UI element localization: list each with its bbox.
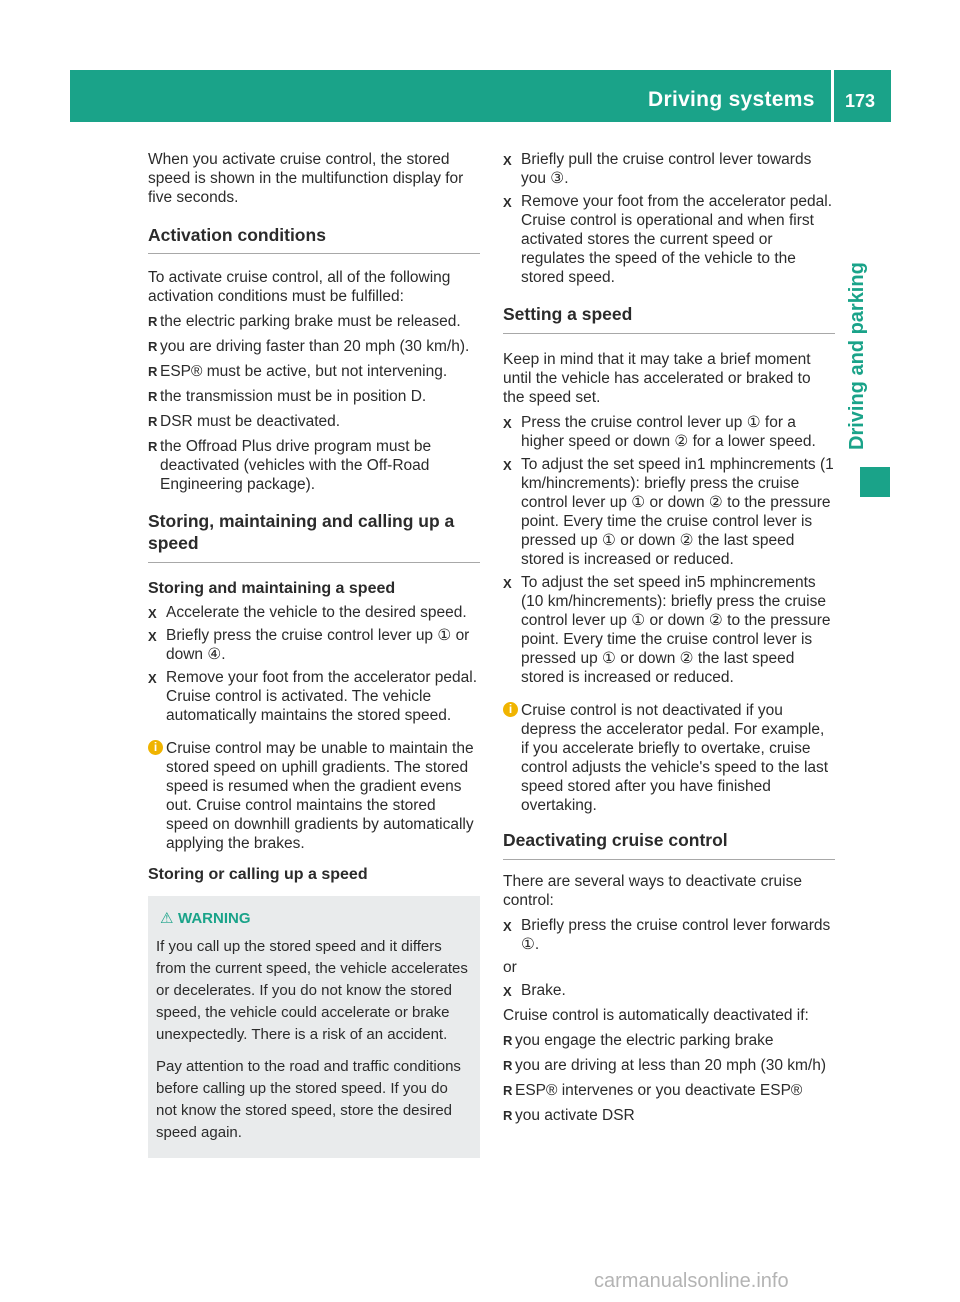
header-divider (831, 70, 834, 122)
step-item: X Briefly pull the cruise control lever towards you ③. (503, 151, 812, 187)
step-item: X Remove your foot from the accelerator pedal. Cruise control is operational and when first activated stores the current speed or regulates the speed of the vehicle to the stored speed. (503, 193, 833, 286)
list-item: R you are driving faster than 20 mph (30 km/h). (148, 338, 470, 355)
list-item: R ESP® must be active, but not intervening. (148, 363, 448, 380)
bullet-icon: R (148, 439, 158, 454)
step-item: X Briefly press the cruise control lever up ① or down ④. (148, 627, 470, 663)
setting-heading: Setting a speed (503, 304, 633, 324)
list-item: R you engage the electric parking brake (503, 1032, 774, 1049)
info-note: i Cruise control may be unable to maintain the stored speed on uphill gradients. The stored speed is resumed when the gradient evens out. Cruise control maintains the stored speed on downhill gradients by automatically applying the brakes. (148, 739, 480, 853)
intro-text: When you activate cruise control, the stored speed is shown in the multifunction display for five seconds. (148, 151, 464, 206)
calling-subheading: Storing or calling up a speed (148, 866, 368, 883)
step-item: X Press the cruise control lever up ① for a higher speed or down ② for a lower speed. (503, 414, 816, 450)
step-arrow-icon: X (148, 606, 157, 621)
activation-heading: Activation conditions (148, 225, 326, 245)
info-note: i Cruise control is not deactivated if you depress the accelerator pedal. For example, if you accelerate briefly to overtake, cruise control adjusts the vehicle's speed to the last speed stored after you have finished overtaking. (503, 701, 835, 815)
bullet-icon: R (503, 1058, 513, 1073)
list-item: R you activate DSR (503, 1107, 635, 1124)
step-arrow-icon: X (148, 671, 157, 686)
storing-heading: Storing, maintaining and calling up a speed (148, 511, 455, 553)
auto-deactivate-list (503, 1031, 835, 1125)
bullet-icon: R (503, 1033, 513, 1048)
calling-steps (503, 150, 835, 287)
list-item: R DSR must be deactivated. (148, 413, 341, 430)
deactivate-intro: There are several ways to deactivate cruise control: (503, 873, 802, 909)
right-column (503, 150, 835, 1131)
bullet-icon: R (503, 1083, 513, 1098)
step-arrow-icon: X (503, 416, 512, 431)
list-item: R the transmission must be in position D. (148, 388, 427, 405)
chapter-marker (860, 467, 890, 497)
storing-subheading: Storing and maintaining a speed (148, 580, 396, 597)
step-item: X Brake. (503, 982, 566, 999)
step-item: X Accelerate the vehicle to the desired speed. (148, 604, 467, 621)
auto-deactivate-intro: Cruise control is automatically deactivated if: (503, 1007, 809, 1024)
section-title: Driving systems (648, 88, 815, 111)
warning-text: If you call up the stored speed and it differs from the current speed, the vehicle accelerates or decelerates. If you do not know the stored speed, the vehicle could accelerate or brake unexpectedly. There is a risk of an accident. (156, 938, 468, 1043)
bullet-icon: R (148, 314, 158, 329)
bullet-icon: R (503, 1108, 513, 1123)
watermark: carmanualsonline.info (594, 1270, 789, 1292)
page-number: 173 (845, 91, 876, 111)
step-item: X Remove your foot from the accelerator pedal. Cruise control is activated. The vehicle automatically maintains the stored speed. (148, 669, 478, 724)
activation-intro: To activate cruise control, all of the following activation conditions must be fulfilled: (148, 269, 451, 305)
storing-steps (148, 603, 480, 725)
info-icon: i (503, 702, 518, 717)
warning-box (148, 896, 480, 1158)
or-text: or (503, 959, 517, 976)
chapter-tab-label: Driving and parking (846, 262, 868, 450)
brake-step (503, 981, 835, 1000)
step-item: X To adjust the set speed in1 mphincrements (1 km/hincrements): briefly press the cruise control lever up ① or down ② to the pressure point. Every time the cruise control lever is pressed up ① or down ② the last speed stored is increased or reduced. (503, 456, 834, 568)
step-arrow-icon: X (503, 576, 512, 591)
step-arrow-icon: X (503, 919, 512, 934)
step-arrow-icon: X (148, 629, 157, 644)
list-item: R the electric parking brake must be released. (148, 313, 461, 330)
bullet-icon: R (148, 339, 158, 354)
bullet-icon: R (148, 414, 158, 429)
step-arrow-icon: X (503, 984, 512, 999)
step-item: X Briefly press the cruise control lever forwards ①. (503, 917, 831, 953)
list-item: R you are driving at less than 20 mph (30 km/h) (503, 1057, 827, 1074)
step-item: X To adjust the set speed in5 mphincrements (10 km/hincrements): briefly press the cruise control lever up ① or down ② to the pressure point. Every time the cruise control lever is pressed up ① or down ② the last speed stored is increased or reduced. (503, 574, 831, 686)
warning-triangle-icon: ⚠ (160, 910, 174, 927)
setting-intro: Keep in mind that it may take a brief moment until the vehicle has accelerated or braked to the speed set. (503, 351, 811, 406)
deactivate-steps (503, 916, 835, 954)
left-column (148, 150, 480, 1158)
warning-header: ⚠ WARNING (156, 908, 472, 930)
list-item: R ESP® intervenes or you deactivate ESP® (503, 1082, 803, 1099)
deactivate-heading: Deactivating cruise control (503, 830, 728, 850)
step-arrow-icon: X (503, 153, 512, 168)
info-icon: i (148, 740, 163, 755)
step-arrow-icon: X (503, 195, 512, 210)
activation-list (148, 312, 480, 494)
bullet-icon: R (148, 364, 158, 379)
bullet-icon: R (148, 389, 158, 404)
setting-steps (503, 413, 835, 687)
step-arrow-icon: X (503, 458, 512, 473)
warning-advice: Pay attention to the road and traffic conditions before calling up the stored speed. If you do not know the stored speed, store the desired speed again. (156, 1058, 461, 1141)
list-item: R the Offroad Plus drive program must be deactivated (vehicles with the Off-Road Engineering package). (148, 438, 432, 493)
